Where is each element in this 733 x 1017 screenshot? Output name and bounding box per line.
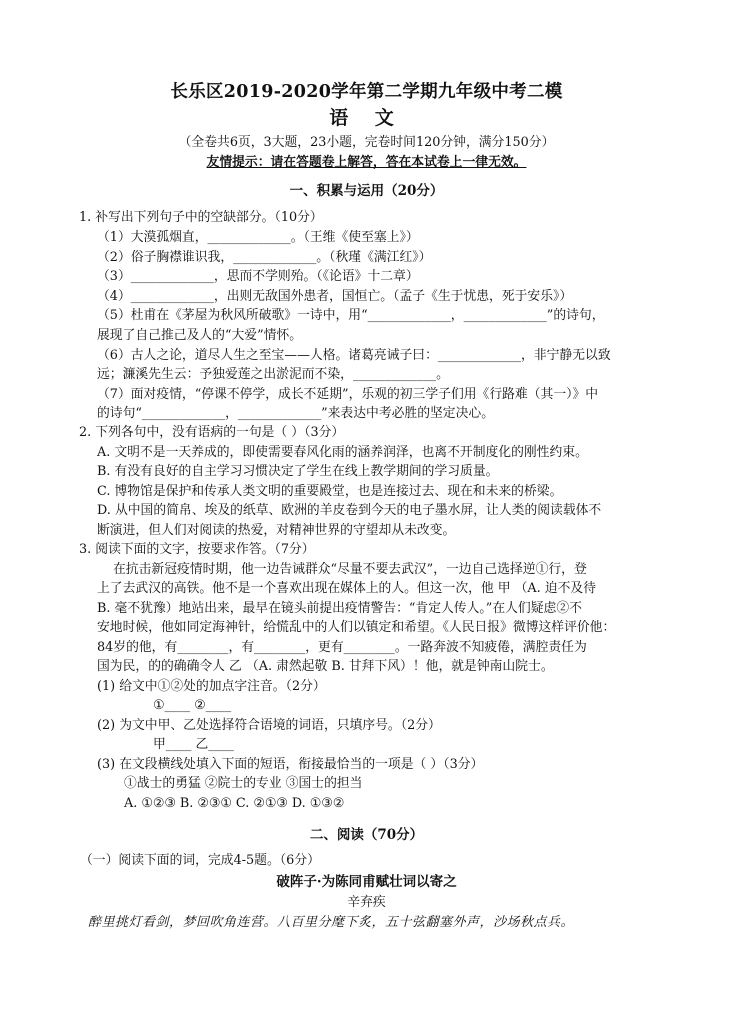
question-1-item-cont: 的诗句“_____________，_____________”来表达中考必胜的坚定决心。 — [97, 406, 494, 421]
question-2-option: B. 有没有良好的自主学习习惯决定了学生在线上教学期间的学习质量。 — [97, 464, 499, 479]
exam-notice: 友情提示：请在答题卷上解答，答在本试卷上一律无效。 — [206, 155, 527, 170]
question-1-item: （5）杜甫在《茅屋为秋风所破歌》一诗中，用“_____________，_____________”的诗句， — [97, 308, 605, 323]
answer-blanks: ①____ ②____ — [153, 698, 232, 713]
question-1-item: （7）面对疫情，“停课不停学，成长不延期”，乐观的初三学子们用《行路难（其一）》中 — [97, 387, 599, 402]
section-heading: 二、阅读（70分） — [309, 827, 424, 843]
answer-options: A. ①②③ B. ②③① C. ②①③ D. ①③② — [124, 796, 345, 811]
question-2-option: C. 博物馆是保护和传承人类文明的重要殿堂，也是连接过去、现在和未来的桥梁。 — [97, 484, 563, 499]
sub-question: (1) 给文中①②处的加点字注音。（2分） — [97, 679, 326, 694]
question-1-stem: 1. 补写出下列句子中的空缺部分。（10分） — [79, 210, 323, 225]
reading-intro: （一）阅读下面的词，完成4-5题。（6分） — [80, 853, 320, 868]
exam-title: 长乐区2019-2020学年第二学期九年级中考二模 — [170, 82, 563, 102]
question-1-item-cont: 远；濂溪先生云：予独爱莲之出淤泥而不染，_____________。 — [97, 367, 449, 382]
passage-line: 84岁的他，有________，有________，更有________。一路奔波不知疲倦，满腔责任为 — [97, 640, 587, 655]
question-1-item: （6）古人之论，道尽人生之至宝——人格。诸葛亮诫子曰：_____________，非宁静无以致 — [97, 348, 611, 363]
question-1-item: （3）_____________，思而不学则殆。（《论语》十二章） — [97, 269, 419, 284]
section-heading: 一、积累与运用（20分） — [289, 183, 444, 199]
passage-line: 上了去武汉的高铁。他不是一个喜欢出现在媒体上的人。但这一次，他 甲 （A. 迫不及待 — [97, 581, 596, 596]
poem-author: 辛弃疾 — [347, 895, 386, 910]
poem-title: 破阵子·为陈同甫赋壮词以寄之 — [276, 874, 457, 890]
sub-question: (2) 为文中甲、乙处选择符合语境的词语，只填序号。（2分） — [97, 718, 441, 733]
passage-line: B. 毫不犹豫）地站出来，最早在镜头前提出疫情警告：“肯定人传人。”在人们疑虑②不 — [97, 601, 582, 616]
question-2-option-cont: 断演进，但人们对阅读的热爱，对精神世界的守望却从未改变。 — [97, 523, 456, 538]
passage-line: 安地时候，他如同定海神针，给慌乱中的人们以镇定和希望。《人民日报》微博这样评价他： — [97, 620, 616, 635]
question-2-option: A. 文明不是一天养成的，即使需要春风化雨的涵养润泽，也离不开制度化的刚性约束。 — [97, 445, 588, 460]
poem-line: 醉里挑灯看剑，梦回吹角连营。八百里分麾下炙，五十弦翻塞外声，沙场秋点兵。 — [88, 915, 575, 930]
question-1-item: （2）俗子胸襟谁识我，_____________。（秋瑾《满江红》） — [97, 250, 432, 265]
phrase-options: ①战士的勇猛 ②院士的专业 ③国士的担当 — [124, 776, 363, 791]
passage-line: 国为民，的的确确令人 乙 （A. 肃然起敬 B. 甘拜下风）！他，就是钟南山院士。 — [97, 659, 554, 674]
exam-info: （全卷共6页，3大题，23小题，完卷时间120分钟，满分150分） — [178, 135, 555, 150]
subject-title: 语 文 — [329, 107, 404, 129]
question-2-stem: 2. 下列各句中，没有语病的一句是（ ）（3分） — [79, 425, 345, 440]
passage-line: 在抗击新冠疫情时期，他一边告诫群众“尽量不要去武汉”，一边自己选择逆①行，登 — [113, 562, 587, 577]
question-3-stem: 3. 阅读下面的文字，按要求作答。（7分） — [79, 542, 315, 557]
question-2-option: D. 从中国的简帛、埃及的纸草、欧洲的羊皮卷到今天的电子墨水屏，让人类的阅读载体不 — [97, 503, 602, 518]
question-1-item: （4）_____________，出则无敌国外患者，国恒亡。（孟子《生于忧患，死于安乐》） — [97, 289, 573, 304]
answer-blanks: 甲____ 乙____ — [153, 737, 234, 752]
sub-question: (3) 在文段横线处填入下面的短语，衔接最恰当的一项是（ ）（3分） — [97, 757, 484, 772]
question-1-item-cont: 展现了自己推己及人的“大爱”情怀。 — [97, 328, 303, 343]
question-1-item: （1）大漠孤烟直，_____________。（王维《使至塞上》） — [97, 230, 419, 245]
